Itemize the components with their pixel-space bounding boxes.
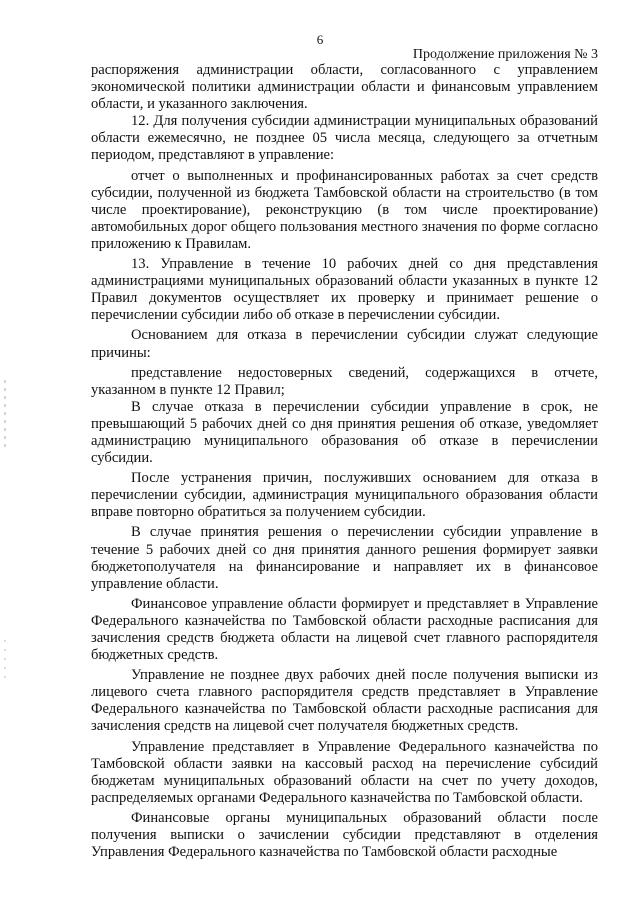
paragraph: представление недостоверных сведений, содержащихся в отчете, указанном в пункте 12 Правил;: [91, 364, 598, 398]
paragraph: Управление представляет в Управление Федерального казначейства по Тамбовской области заявки на кассовый расход на перечисление субсидий бюджетам муниципальных образований области на счет по учету доходов, распределяемых органами Федерального казначейства по Тамбовской области.: [91, 738, 598, 806]
paragraph: В случае принятия решения о перечислении субсидии управление в течение 5 рабочих дней со дня принятия данного решения формирует заявки бюджетополучателя на финансирование и направляет их в финансовое управление области.: [91, 524, 598, 592]
paragraph: Управление не позднее двух рабочих дней после получения выписки из лицевого счета главного распорядителя средств представляет в Управление Федерального казначейства по Тамбовской области расходные расписания для зачисления средств на лицевой счет получателя бюджетных средств.: [91, 667, 598, 735]
paragraph: Финансовое управление области формирует и представляет в Управление Федерального казначейства по Тамбовской области расходные расписания для зачисления средств бюджета области на лицевой счет главного распорядителя бюджетных средств.: [91, 595, 598, 664]
paragraph: Основанием для отказа в перечислении субсидии служат следующие причины:: [91, 327, 598, 361]
paragraph: 13. Управление в течение 10 рабочих дней со дня представления администрациями муниципальных образований области указанных в пункте 12 Правил документов осуществляет их проверку и принимает решение о перечислении субсидии либо об отказе в перечислении субсидии.: [91, 256, 598, 324]
paragraph: После устранения причин, послуживших основанием для отказа в перечислении субсидии, администрация муниципального образования области вправе повторно обратиться за получением субсидии.: [91, 470, 598, 521]
scan-artifact: [4, 380, 6, 450]
paragraph: В случае отказа в перечислении субсидии управление в срок, не превышающий 5 рабочих дней со дня принятия решения об отказе, уведомляет администрацию муниципального образования об отказе в перечислении субсидии.: [91, 398, 598, 467]
paragraph: распоряжения администрации области, согласованного с управлением экономической политики администрации области и финансовым управлением области, и указанного заключения.: [91, 62, 598, 113]
document-body: [91, 62, 598, 861]
page-number: 6: [316, 32, 324, 47]
paragraph: Финансовые органы муниципальных образований области после получения выписки о зачислении субсидии представляют в отделения Управления Федерального казначейства по Тамбовской области расходные: [91, 809, 598, 861]
appendix-continuation-note: Продолжение приложения № 3: [412, 47, 598, 62]
paragraph: 12. Для получения субсидии администрации муниципальных образований области ежемесячно, не позднее 05 числа месяца, следующего за отчетным периодом, представляют в управление:: [91, 113, 598, 164]
scan-artifact: [4, 640, 6, 680]
paragraph: отчет о выполненных и профинансированных работах за счет средств субсидии, полученной из бюджета Тамбовской области на строительство (в том числе проектирование), реконструкцию (в том числе проектирование) автомобильных дорог общего пользования местного значения по форме согласно приложению к Правилам.: [91, 167, 598, 252]
